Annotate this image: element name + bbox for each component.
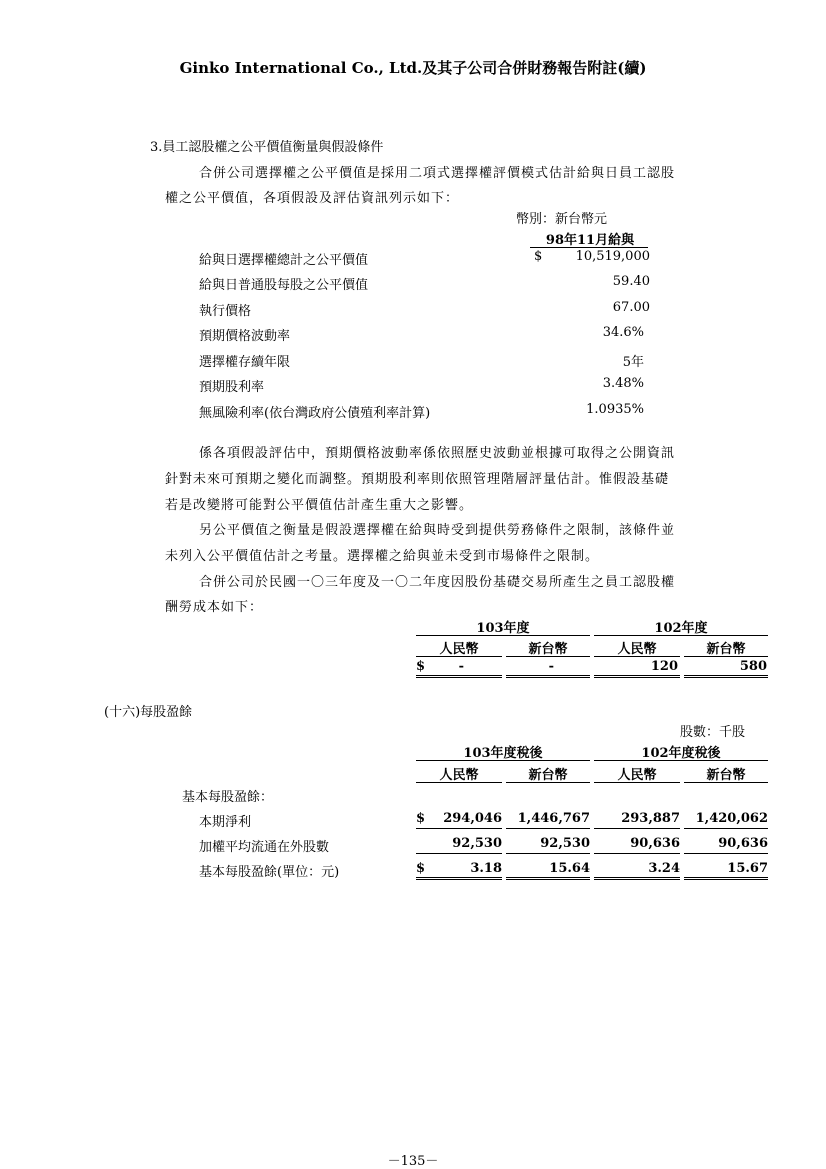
- eps-year-103: 103年度稅後: [463, 746, 543, 761]
- comp-year-rule: [594, 635, 768, 636]
- eps-sub-header: 人民幣: [617, 768, 657, 783]
- eps-sub-rule: [416, 782, 502, 783]
- comp-total-rule: [506, 675, 590, 678]
- comp-total-rule: [684, 675, 768, 678]
- comp-value: 120: [650, 659, 678, 674]
- para3-line-1: 另公平價值之衡量是假設選擇權在給與時受到提供勞務條件之限制，該條件並: [199, 523, 676, 538]
- comp-sub-header: 人民幣: [439, 642, 479, 657]
- assumption-value: 67.00: [612, 300, 650, 315]
- eps-row-rule: [416, 853, 502, 854]
- assumption-label: 給與日普通股每股之公平價值: [199, 278, 369, 293]
- eps-value: 294,046: [443, 811, 502, 826]
- eps-row-label: 基本每股盈餘(單位：元): [199, 865, 340, 880]
- eps-total-rule: [594, 877, 680, 880]
- eps-row-label: 本期淨利: [199, 815, 252, 830]
- comp-sub-rule: [416, 656, 502, 657]
- eps-group-label: 基本每股盈餘：: [182, 790, 274, 805]
- eps-value: 3.18: [470, 861, 502, 876]
- assumption-value: 59.40: [612, 274, 650, 289]
- eps-sub-rule: [594, 782, 680, 783]
- dollar-sign: $: [534, 249, 543, 264]
- assumption-label: 無風險利率(依台灣政府公債殖利率計算): [199, 406, 431, 421]
- para2-line-2: 針對未來可預期之變化而調整。預期股利率則依照管理階層評量估計。惟假設基礎: [165, 472, 670, 487]
- comp-total-rule: [416, 675, 502, 678]
- intro-line-2: 權之公平價值，各項假設及評估資訊列示如下：: [165, 191, 460, 206]
- assumption-label: 給與日選擇權總計之公平價值: [199, 253, 369, 268]
- eps-row-rule: [684, 853, 768, 854]
- para2-line-3: 若是改變將可能對公平價值估計產生重大之影響。: [165, 498, 474, 513]
- comp-year-102: 102年度: [654, 621, 708, 636]
- eps-year-rule: [594, 760, 768, 761]
- col-header-underline: [530, 247, 648, 248]
- eps-total-rule: [506, 877, 590, 880]
- assumption-value: 34.6%: [602, 325, 644, 340]
- assumption-label: 執行價格: [199, 304, 252, 319]
- assumption-value: 10,519,000: [575, 249, 650, 264]
- comp-sub-header: 新台幣: [528, 642, 568, 657]
- eps-sub-header: 新台幣: [528, 768, 568, 783]
- eps-row-label: 加權平均流通在外股數: [199, 840, 330, 855]
- comp-value: -: [458, 659, 464, 674]
- comp-year-103: 103年度: [476, 621, 530, 636]
- eps-total-rule: [684, 877, 768, 880]
- eps-year-rule: [416, 760, 590, 761]
- eps-value: 90,636: [630, 836, 680, 851]
- section-3-title: 3.員工認股權之公平價值衡量與假設條件: [150, 140, 384, 155]
- eps-dollar: $: [416, 861, 426, 876]
- comp-value: 580: [739, 659, 767, 674]
- comp-sub-rule: [684, 656, 768, 657]
- comp-year-rule: [416, 635, 590, 636]
- eps-row-rule: [416, 828, 502, 829]
- assumption-value: 1.0935%: [586, 402, 644, 417]
- currency-note: 幣別：新台幣元: [516, 212, 608, 227]
- eps-value: 15.67: [727, 861, 768, 876]
- eps-value: 3.24: [648, 861, 680, 876]
- para2-line-1: 係各項假設評估中，預期價格波動率係依照歷史波動並根據可取得之公開資訊: [199, 446, 676, 461]
- para4-line-1: 合併公司於民國一〇三年度及一〇二年度因股份基礎交易所產生之員工認股權: [199, 575, 676, 590]
- comp-dollar: $: [416, 659, 426, 674]
- intro-line-1: 合併公司選擇權之公平價值是採用二項式選擇權評價模式估計給與日員工認股: [199, 166, 676, 181]
- unit-note: 股數：千股: [680, 725, 746, 740]
- page-number: －135－: [387, 1154, 439, 1169]
- eps-row-rule: [506, 828, 590, 829]
- eps-value: 92,530: [452, 836, 502, 851]
- eps-value: 1,446,767: [517, 811, 590, 826]
- eps-sub-rule: [506, 782, 590, 783]
- eps-value: 92,530: [540, 836, 590, 851]
- para3-line-2: 未列入公平價值估計之考量。選擇權之給與並未受到市場條件之限制。: [165, 549, 600, 564]
- comp-sub-header: 新台幣: [706, 642, 746, 657]
- comp-total-rule: [594, 675, 680, 678]
- eps-row-rule: [684, 828, 768, 829]
- eps-row-rule: [594, 828, 680, 829]
- assumption-value: 5年: [622, 355, 644, 370]
- assumption-label: 預期價格波動率: [199, 329, 291, 344]
- eps-value: 90,636: [718, 836, 768, 851]
- eps-total-rule: [416, 877, 502, 880]
- section-16-title: (十六)每股盈餘: [104, 705, 193, 720]
- comp-sub-rule: [594, 656, 680, 657]
- assumption-value: 3.48%: [602, 376, 644, 391]
- comp-value: -: [548, 659, 554, 674]
- assumption-col-header: 98年11月給與: [545, 233, 635, 248]
- assumption-label: 預期股利率: [199, 380, 265, 395]
- assumption-label: 選擇權存續年限: [199, 355, 291, 370]
- comp-sub-header: 人民幣: [617, 642, 657, 657]
- eps-value: 293,887: [621, 811, 680, 826]
- comp-sub-rule: [506, 656, 590, 657]
- eps-row-rule: [506, 853, 590, 854]
- eps-dollar: $: [416, 811, 426, 826]
- eps-sub-rule: [684, 782, 768, 783]
- eps-row-rule: [594, 853, 680, 854]
- eps-sub-header: 人民幣: [439, 768, 479, 783]
- eps-year-102: 102年度稅後: [641, 746, 721, 761]
- eps-value: 1,420,062: [695, 811, 768, 826]
- page-header: Ginko International Co., Ltd.及其子公司合併財務報告附註(續): [179, 59, 647, 77]
- eps-sub-header: 新台幣: [706, 768, 746, 783]
- eps-value: 15.64: [549, 861, 590, 876]
- para4-line-2: 酬勞成本如下：: [165, 600, 264, 615]
